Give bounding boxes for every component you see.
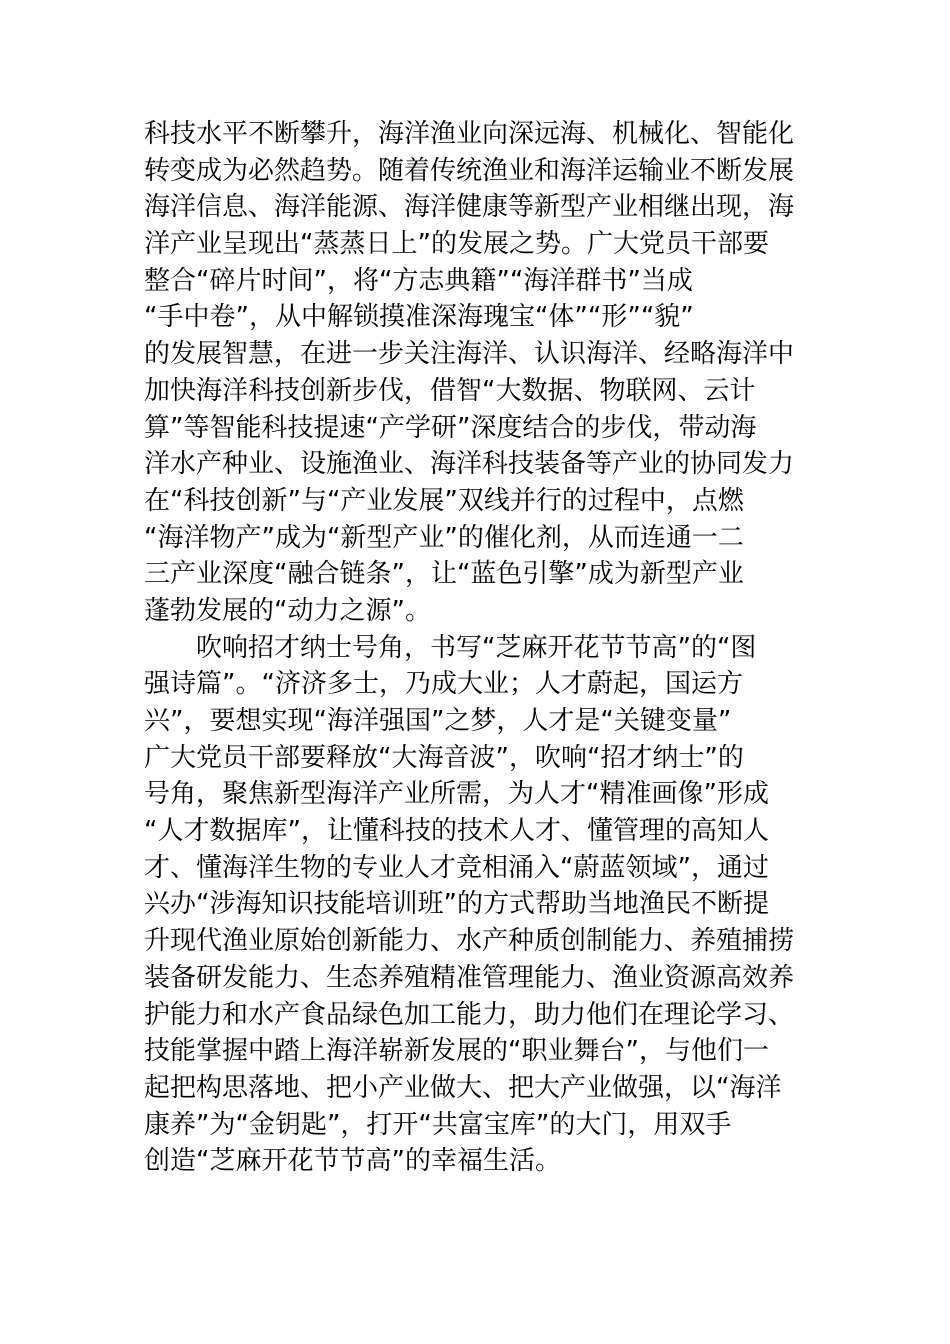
text-line: 创造“芝麻开花节节高”的幸福生活。	[144, 1146, 561, 1177]
text-line: 科技水平不断攀升，海洋渔业向深远海、机械化、智能化	[144, 119, 795, 149]
text-line: 号角，聚焦新型海洋产业所需，为人才“精准画像”形成	[144, 779, 769, 810]
text-line: “海洋物产”成为“新型产业”的催化剂，从而连通一二	[144, 522, 744, 553]
text-line: 加快海洋科技创新步伐，借智“大数据、物联网、云计	[144, 375, 756, 406]
text-line: 转变成为必然趋势。随着传统渔业和海洋运输业不断发展	[144, 155, 795, 186]
text-line: 的发展智慧，在进一步关注海洋、认识海洋、经略海洋中	[144, 339, 795, 370]
body-text	[144, 116, 808, 1180]
text-line: 广大党员干部要释放“大海音波”，吹响“招才纳士”的	[144, 742, 744, 773]
text-line: “手中卷”，从中解锁摸准深海瑰宝“体”“形”“貌”	[144, 302, 694, 333]
text-line: 蓬勃发展的“动力之源”。	[144, 595, 431, 626]
text-line: 强诗篇”。“济济多士，乃成大业；人才蔚起，国运方	[144, 669, 743, 700]
text-line: “人才数据库”，让懂科技的技术人才、懂管理的高知人	[144, 816, 769, 847]
text-line: 才、懂海洋生物的专业人才竞相涌入“蔚蓝领域”，通过	[144, 852, 769, 883]
text-line: 在“科技创新”与“产业发展”双线并行的过程中，点燃	[144, 485, 744, 516]
text-line: 算”等智能科技提速“产学研”深度结合的步伐，带动海	[144, 412, 757, 443]
text-line: 兴办“涉海知识技能培训班”的方式帮助当地渔民不断提	[144, 889, 769, 920]
text-line: 护能力和水产食品绿色加工能力，助力他们在理论学习、	[144, 999, 795, 1030]
text-line: 洋水产种业、设施渔业、海洋科技装备等产业的协同发力	[144, 449, 795, 480]
text-line: 兴”，要想实现“海洋强国”之梦，人才是“关键变量”	[144, 706, 732, 736]
text-line: 三产业深度“融合链条”，让“蓝色引擎”成为新型产业	[144, 559, 744, 590]
text-line: 康养”为“金钥匙”，打开“共富宝库”的大门，用双手	[144, 1109, 732, 1140]
text-line: 起把构思落地、把小产业做大、把大产业做强，以“海洋	[144, 1072, 782, 1103]
text-line: 吹响招才纳士号角，书写“芝麻开花节节高”的“图	[144, 632, 757, 663]
text-line: 装备研发能力、生态养殖精准管理能力、渔业资源高效养	[144, 962, 795, 993]
text-line: 技能掌握中踏上海洋崭新发展的“职业舞台”，与他们一	[144, 1036, 769, 1067]
text-line: 洋产业呈现出“蒸蒸日上”的发展之势。广大党员干部要	[144, 229, 769, 260]
text-line: 海洋信息、海洋能源、海洋健康等新型产业相继出现，海	[144, 192, 795, 223]
text-line: 升现代渔业原始创新能力、水产种质创制能力、养殖捕捞	[144, 926, 795, 957]
text-line: 整合“碎片时间”，将“方志典籍”“海洋群书”当成	[144, 265, 693, 296]
